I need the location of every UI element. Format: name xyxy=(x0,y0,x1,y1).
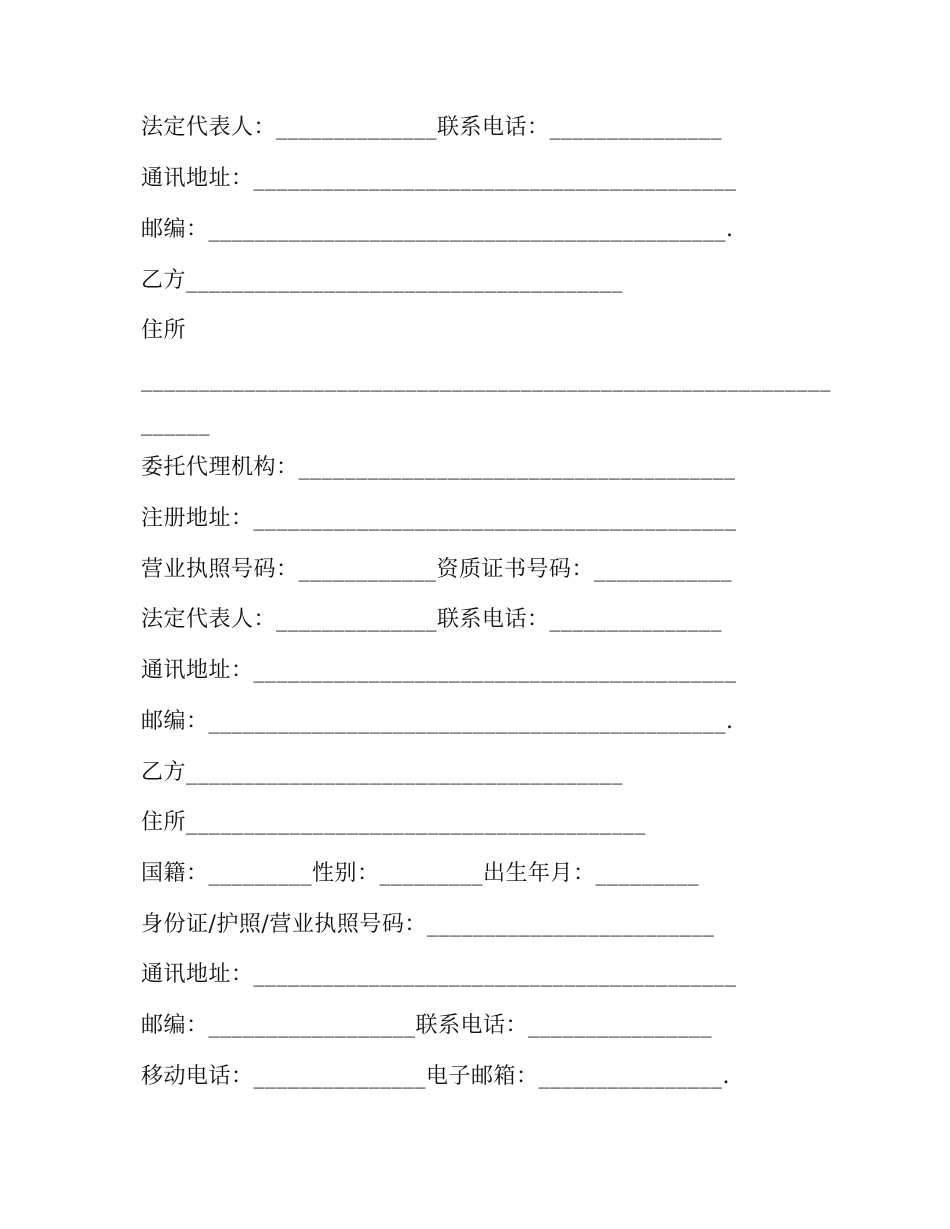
party-b-line-2: 乙方______________________________________ xyxy=(141,760,624,785)
address-line-3: 通讯地址：__________________________________________ xyxy=(141,962,737,987)
postcode-line-2: 邮编：_____________________________________________. xyxy=(141,709,734,734)
address-line-2: 通讯地址：__________________________________________ xyxy=(141,658,737,683)
residence-label: 住所 xyxy=(141,318,187,343)
id-number-line: 身份证/护照/营业执照号码：_________________________ xyxy=(141,912,715,937)
legal-rep-line: 法定代表人：______________联系电话：_______________ xyxy=(141,115,723,140)
legal-rep-line-2: 法定代表人：______________联系电话：_______________ xyxy=(141,607,723,632)
postcode-phone-line: 邮编：__________________联系电话：________________ xyxy=(141,1013,713,1038)
registered-address-line: 注册地址：__________________________________________ xyxy=(141,506,737,531)
party-b-line: 乙方______________________________________ xyxy=(141,268,624,293)
license-cert-line: 营业执照号码：____________资质证书号码：____________ xyxy=(141,557,733,582)
address-line: 通讯地址：__________________________________________ xyxy=(141,166,737,191)
nationality-gender-birth-line: 国籍：_________性别：_________出生年月：_________ xyxy=(141,861,700,886)
residence-blank-cont: ______ xyxy=(141,411,210,436)
postcode-line: 邮编：_____________________________________________. xyxy=(141,217,734,242)
residence-blank: ____________________________________________________________ xyxy=(141,367,831,392)
residence-line: 住所________________________________________ xyxy=(141,810,647,835)
mobile-email-line: 移动电话：_______________电子邮箱：________________. xyxy=(141,1064,730,1089)
agent-org-line: 委托代理机构：______________________________________ xyxy=(141,455,736,480)
